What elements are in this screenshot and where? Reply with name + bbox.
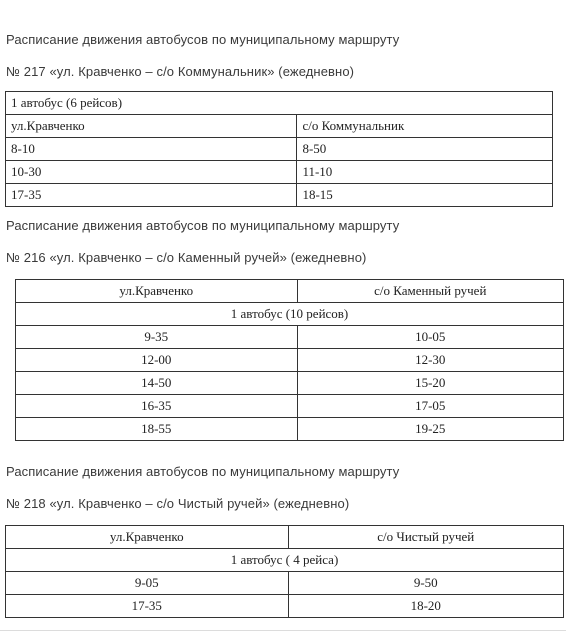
departure-time: 18-55: [16, 418, 298, 441]
schedule-217-route-title: № 217 «ул. Кравченко – с/о Коммунальник» (ежедневно): [6, 64, 355, 79]
bus-info-row: [6, 92, 553, 115]
schedule-218-heading: Расписание движения автобусов по муниципальному маршруту: [6, 464, 400, 479]
departure-time: 16-35: [16, 395, 298, 418]
arrival-time: 12-30: [297, 349, 564, 372]
arrival-time: 15-20: [297, 372, 564, 395]
column-header-destination: с/о Каменный ручей: [297, 280, 564, 303]
bottom-divider: [0, 630, 566, 631]
arrival-time: 9-50: [288, 572, 563, 595]
table-row: [16, 326, 564, 349]
departure-time: 17-35: [6, 595, 289, 618]
schedule-218-table: [5, 525, 564, 618]
table-row: [16, 395, 564, 418]
column-header-destination: с/о Коммунальник: [297, 115, 553, 138]
table-row: [16, 349, 564, 372]
schedule-216-heading: Расписание движения автобусов по муниципальному маршруту: [6, 218, 400, 233]
departure-time: 14-50: [16, 372, 298, 395]
schedule-217-heading: Расписание движения автобусов по муниципальному маршруту: [6, 32, 400, 47]
schedule-216-table: [15, 279, 564, 441]
arrival-time: 18-15: [297, 184, 553, 207]
arrival-time: 8-50: [297, 138, 553, 161]
bus-info-cell: 1 автобус (6 рейсов): [6, 92, 553, 115]
departure-time: 9-05: [6, 572, 289, 595]
bus-info-cell: 1 автобус (10 рейсов): [16, 303, 564, 326]
departure-time: 17-35: [6, 184, 297, 207]
arrival-time: 18-20: [288, 595, 563, 618]
table-row: [16, 418, 564, 441]
header-row: [6, 526, 564, 549]
departure-time: 10-30: [6, 161, 297, 184]
departure-time: 12-00: [16, 349, 298, 372]
arrival-time: 17-05: [297, 395, 564, 418]
column-header-departure: ул.Кравченко: [16, 280, 298, 303]
column-header-departure: ул.Кравченко: [6, 526, 289, 549]
table-row: [6, 138, 553, 161]
bus-info-row: [6, 549, 564, 572]
bus-info-cell: 1 автобус ( 4 рейса): [6, 549, 564, 572]
table-row: [6, 161, 553, 184]
table-row: [6, 184, 553, 207]
column-header-destination: с/о Чистый ручей: [288, 526, 563, 549]
column-header-departure: ул.Кравченко: [6, 115, 297, 138]
bus-info-row: [16, 303, 564, 326]
table-row: [16, 372, 564, 395]
schedule-217-table: [5, 91, 553, 207]
table-row: [6, 572, 564, 595]
schedule-218-route-title: № 218 «ул. Кравченко – с/о Чистый ручей» (ежедневно): [6, 496, 350, 511]
arrival-time: 11-10: [297, 161, 553, 184]
arrival-time: 19-25: [297, 418, 564, 441]
departure-time: 9-35: [16, 326, 298, 349]
header-row: [6, 115, 553, 138]
header-row: [16, 280, 564, 303]
schedule-216-route-title: № 216 «ул. Кравченко – с/о Каменный ручей» (ежедневно): [6, 250, 367, 265]
departure-time: 8-10: [6, 138, 297, 161]
arrival-time: 10-05: [297, 326, 564, 349]
table-row: [6, 595, 564, 618]
